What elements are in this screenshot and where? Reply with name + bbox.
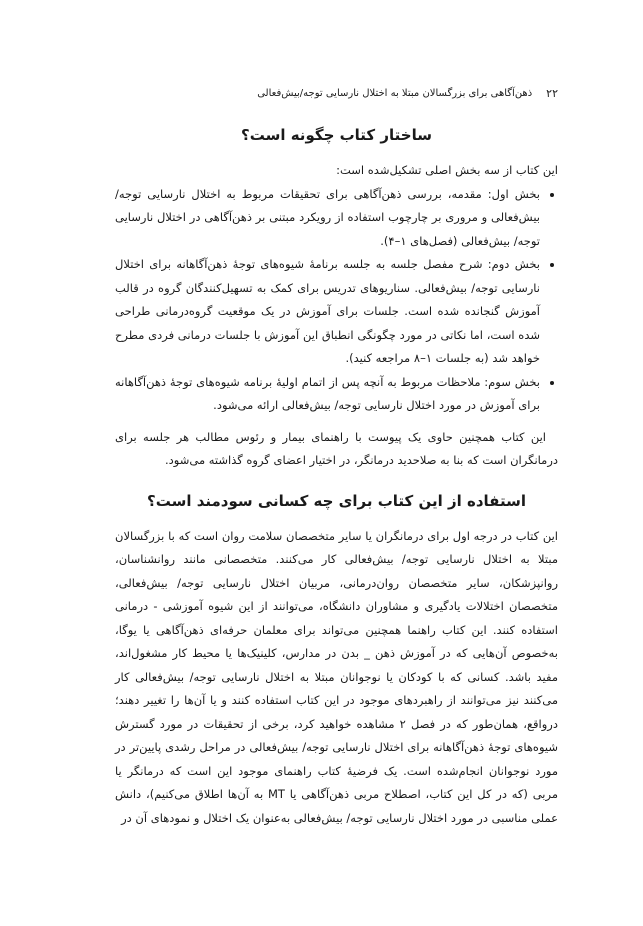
section-intro: این کتاب از سه بخش اصلی تشکیل‌شده است: (336, 163, 558, 177)
running-title: ذهن‌آگاهی برای بزرگسالان مبتلا به اختلال نارسایی توجه/بیش‌فعالی (257, 87, 533, 99)
section-title-structure: ساختار کتاب چگونه است؟ (241, 126, 432, 144)
page-content (115, 115, 558, 830)
running-header (195, 84, 558, 102)
section-title-audience: استفاده از این کتاب برای چه کسانی سودمند است؟ (147, 491, 526, 510)
appendix-paragraph: این کتاب همچنین حاوی یک پیوست با راهنمای بیمار و رئوس مطالب هر جلسه برای درمانگران است که بنا به صلاحدید درمانگر، در اختیار اعضای گروه گذاشته می‌شود. (115, 429, 558, 467)
list-item: • بخش دوم: شرح مفصل جلسه به جلسه برنامهٔ شیوه‌های توجهٔ ذهن‌آگاهانه برای اختلال نارسایی توجه/ بیش‌فعالی. سناریوهای تدریس برای کمک به تسهیل‌کنندگان گروه در قالب آموزش گنجانده شده است. جلسات برای آموزش در یک موقعیت گروه‌درمانی طراحی شده است، اما نکاتی در مورد چگونگی انطباق این آموزش با جلسات درمانی فردی مطرح خواهد شد (به جلسات ۱–۸ مراجعه کنید). (115, 253, 540, 371)
audience-paragraph: این کتاب در درجه اول برای درمانگران یا سایر متخصصان سلامت روان است که با بزرگسالان مبتلا به اختلال نارسایی توجه/ بیش‌فعالی کار می‌کنند. متخصصانی مانند روانشناسان، روانپزشکان، سایر متخصصان روان‌درمانی، مربیان اختلال نارسایی توجه/ بیش‌فعالی، متخصصان اختلالات یادگیری و مشاوران دانشگاه، می‌توانند از این شیوه آموزشی - درمانی استفاده کنند. این کتاب راهنما همچنین می‌تواند برای معلمان حرفه‌ای ذهن‌آگاهی یا یوگا، به‌خصوص آن‌هایی که در آموزش ذهن _ بدن در مدارس، کلینیک‌ها یا محیط کار مشغول‌اند، مفید باشد. کسانی که با کودکان یا نوجوانان مبتلا به اختلال نارسایی توجه/ بیش‌فعالی کار می‌کنند نیز می‌توانند از راهبردهای موجود در این کتاب استفاده کنند و یا آن‌ها را تغییر دهند؛ درواقع، همان‌طور که در فصل ۲ مشاهده خواهید کرد، برخی از تحقیقات در مورد گسترش شیوه‌های توجهٔ ذهن‌آگاهانه برای اختلال نارسایی توجه/ بیش‌فعالی در مراحل رشدی پایین‌تر در مورد نوجوانان انجام‌شده است. یک فرضیهٔ کتاب راهنمای موجود این است که درمانگر یا مربی (که در کل این کتاب، اصطلاح مربی ذهن‌آگاهی یا MT به آن‌ها اطلاق می‌کنیم)، دانش عملی مناسبی در مورد اختلال نارسایی توجه/ بیش‌فعالی به‌عنوان یک اختلال و نمودهای آن در (115, 528, 558, 825)
page-number: ۲۲ (546, 86, 558, 100)
list-item: • بخش اول: مقدمه، بررسی ذهن‌آگاهی برای تحقیقات مربوط به اختلال نارسایی توجه/ بیش‌فعالی و مروری بر چارچوب استفاده از رویکرد مبتنی بر ذهن‌آگاهی در اختلال نارسایی توجه/ بیش‌فعالی (فصل‌های ۱–۴). (115, 183, 540, 254)
parts-list (115, 183, 558, 418)
list-item: • بخش سوم: ملاحظات مربوط به آنچه پس از اتمام اولیهٔ برنامه شیوه‌های توجهٔ ذهن‌آگاهانه برای آموزش در مورد اختلال نارسایی توجه/ بیش‌فعالی ارائه می‌شود. (115, 371, 540, 418)
